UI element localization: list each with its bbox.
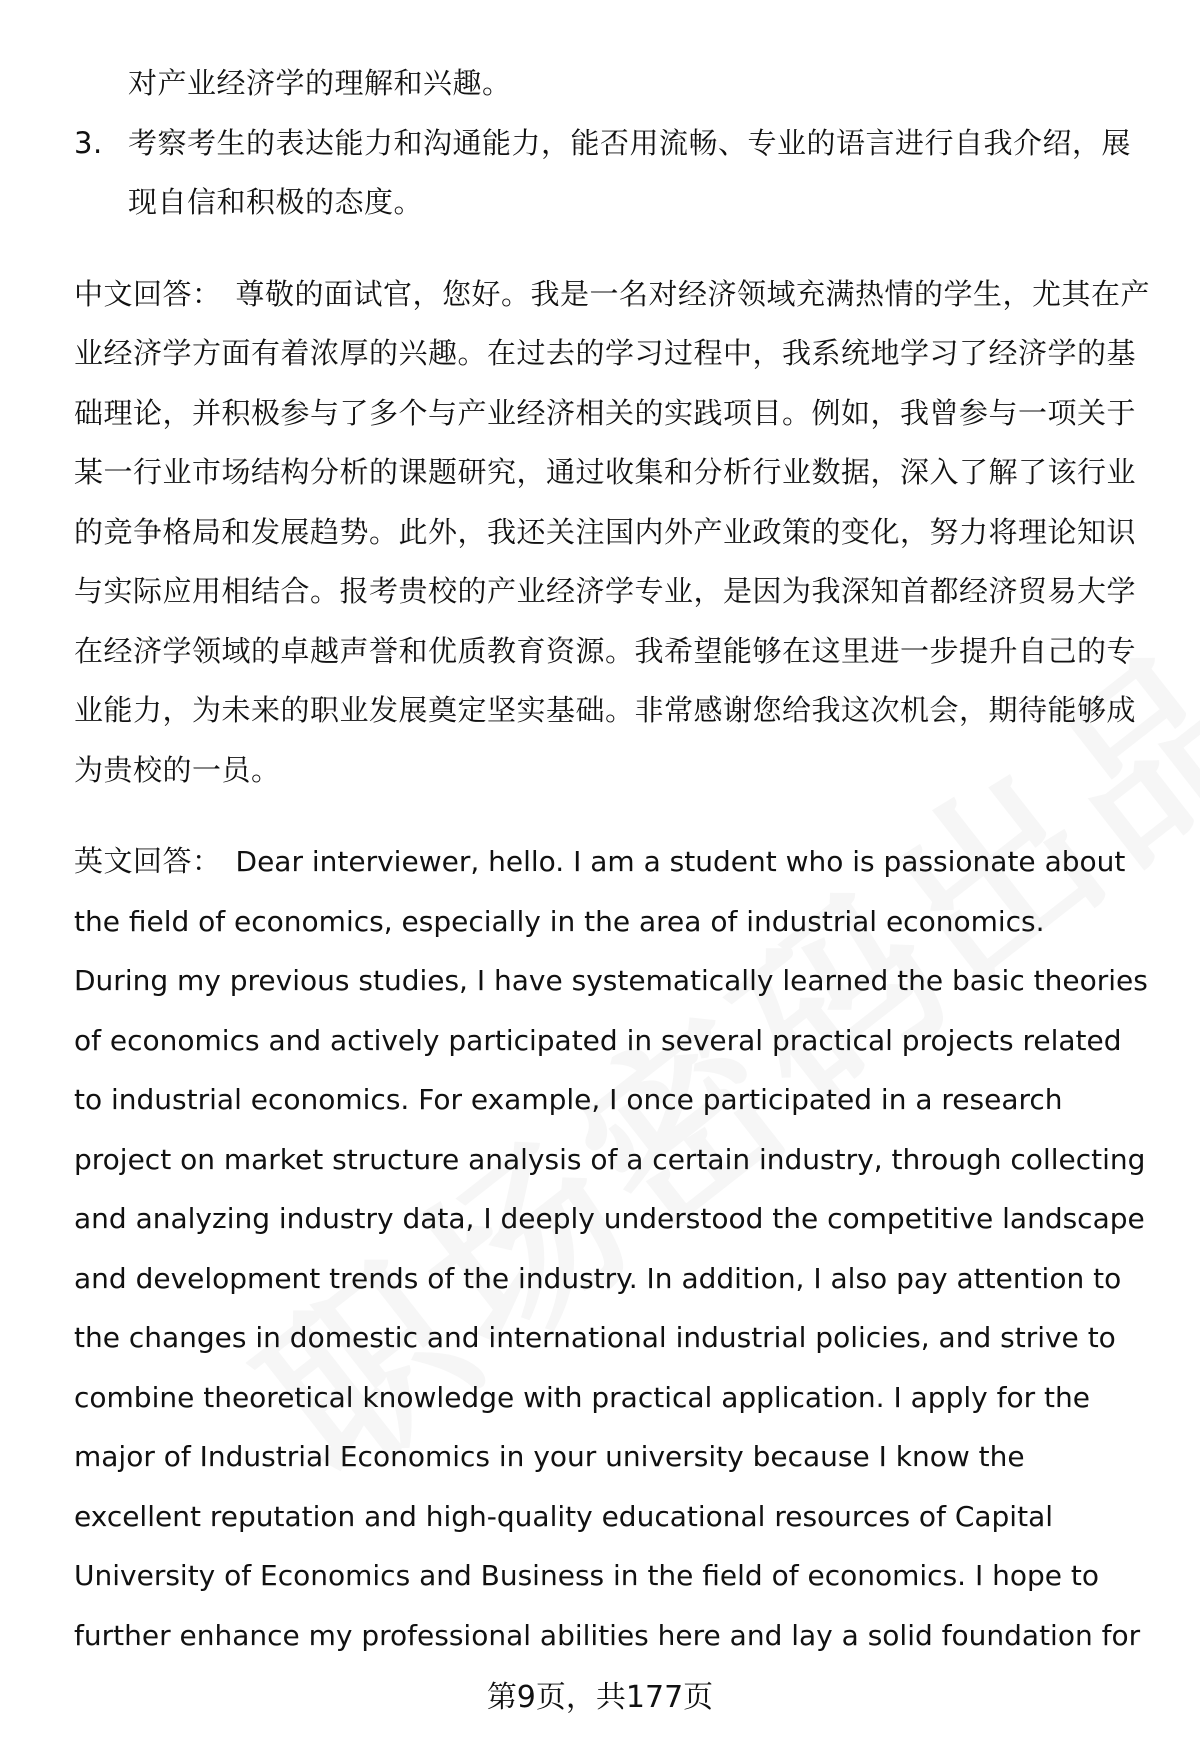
answer-line: 业经济学方面有着浓厚的兴趣。在过去的学习过程中，我系统地学习了经济学的基: [74, 336, 1137, 370]
answer-text: 尊敬的面试官，您好。我是一名对经济领域充满热情的学生，尤其在产: [235, 276, 1151, 311]
answer-line: During my previous studies, I have systematically learned the basic theories: [74, 964, 1148, 997]
page-number: 第9页，共177页: [486, 1680, 714, 1715]
chinese-answer: [74, 265, 1164, 801]
answer-line: further enhance my professional abilities here and lay a solid foundation for: [74, 1618, 1141, 1652]
answer-line: 为贵校的一员。: [74, 752, 281, 787]
answer-text: Dear interviewer, hello. I am a student who is passionate about: [235, 845, 1126, 878]
answer-line: 在经济学领域的卓越声誉和优质教育资源。我希望能够在这里进一步提升自己的专: [74, 633, 1137, 668]
list-item-line: 现自信和积极的态度。: [128, 185, 424, 219]
page-content: [74, 54, 1164, 1665]
answer-line: combine theoretical knowledge with practical application. I apply for the: [74, 1380, 1090, 1414]
list-number: 3.: [74, 125, 103, 160]
answer-line: the field of economics, especially in the area of industrial economics.: [74, 904, 1045, 938]
list-item-continuation: 对产业经济学的理解和兴趣。: [128, 66, 512, 100]
answer-line: and analyzing industry data, I deeply understood the competitive landscape: [74, 1202, 1145, 1235]
answer-label: 中文回答：: [74, 276, 222, 311]
list-item-line: 考察考生的表达能力和沟通能力，能否用流畅、专业的语言进行自我介绍，展: [128, 125, 1132, 160]
answer-line: to industrial economics. For example, I once participated in a research: [74, 1083, 1063, 1116]
answer-line: 某一行业市场结构分析的课题研究，通过收集和分析行业数据，深入了解了该行业: [74, 455, 1137, 489]
answer-line: 的竞争格局和发展趋势。此外，我还关注国内外产业政策的变化，努力将理论知识: [74, 514, 1137, 549]
answer-line: excellent reputation and high-quality educational resources of Capital: [74, 1499, 1054, 1533]
answer-line: University of Economics and Business in the field of economics. I hope to: [74, 1559, 1100, 1592]
answer-label: 英文回答：: [74, 844, 222, 878]
answer-line: 与实际应用相结合。报考贵校的产业经济学专业，是因为我深知首都经济贸易大学: [74, 574, 1137, 608]
answer-line: [74, 265, 1164, 325]
english-answer: [74, 832, 1164, 1665]
answer-line: 础理论，并积极参与了多个与产业经济相关的实践项目。例如，我曾参与一项关于: [74, 395, 1137, 430]
answer-line: major of Industrial Economics in your university because I know the: [74, 1440, 1025, 1473]
answer-line: the changes in domestic and international industrial policies, and strive to: [74, 1321, 1116, 1354]
paragraph-gap: [74, 233, 1164, 265]
paragraph-gap: [74, 800, 1164, 832]
answer-line: 业能力，为未来的职业发展奠定坚实基础。非常感谢您给我这次机会，期待能够成: [74, 693, 1137, 727]
answer-line: and development trends of the industry. In addition, I also pay attention to: [74, 1261, 1122, 1295]
answer-line: of economics and actively participated in several practical projects related: [74, 1023, 1122, 1057]
answer-line: project on market structure analysis of a certain industry, through collecting: [74, 1142, 1146, 1176]
answer-line: [74, 832, 1164, 892]
list-item-3: [64, 114, 1164, 174]
